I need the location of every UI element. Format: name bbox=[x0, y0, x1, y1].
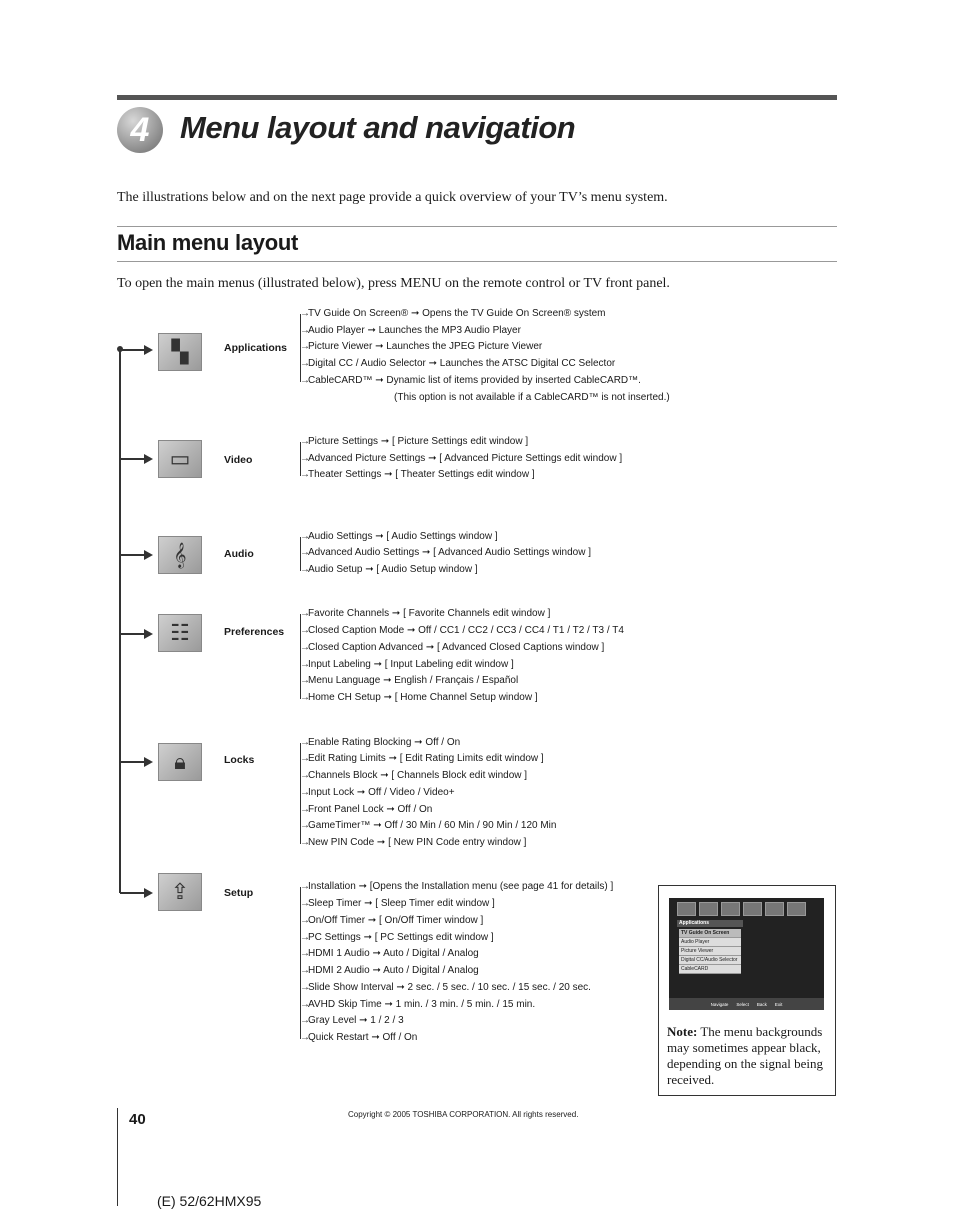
lock-tab-icon bbox=[765, 902, 784, 916]
setup-tab-icon bbox=[787, 902, 806, 916]
preferences-tab-icon bbox=[743, 902, 762, 916]
list-item: →Channels Block ➞ [ Channels Block edit window ] bbox=[300, 770, 528, 781]
list-item: →Audio Settings ➞ [ Audio Settings window ] bbox=[300, 531, 498, 542]
list-item: →On/Off Timer ➞ [ On/Off Timer window ] bbox=[300, 915, 484, 926]
menu-screenshot bbox=[669, 898, 824, 1010]
footer-rule bbox=[117, 1108, 118, 1206]
footer-navigate: Navigate bbox=[710, 1001, 729, 1007]
list-item: →Advanced Picture Settings ➞ [ Advanced Picture Settings edit window ] bbox=[300, 453, 623, 464]
list-item: →Quick Restart ➞ Off / On bbox=[300, 1032, 418, 1043]
screen-item: TV Guide On Screen bbox=[679, 929, 741, 938]
list-item: →GameTimer™ ➞ Off / 30 Min / 60 Min / 90 Min / 120 Min bbox=[300, 820, 557, 831]
branch-line bbox=[120, 761, 146, 763]
open-instruction: To open the main menus (illustrated below), press MENU on the remote control or TV front panel. bbox=[117, 276, 670, 291]
list-item: →Menu Language ➞ English / Français / Español bbox=[300, 675, 519, 686]
chapter-title: Menu layout and navigation bbox=[180, 110, 576, 145]
note-label: Note: bbox=[667, 1024, 698, 1039]
list-item: →New PIN Code ➞ [ New PIN Code entry window ] bbox=[300, 837, 527, 848]
list-item: →Audio Setup ➞ [ Audio Setup window ] bbox=[300, 564, 478, 575]
list-item: →Advanced Audio Settings ➞ [ Advanced Audio Settings window ] bbox=[300, 547, 592, 558]
screen-item: Picture Viewer bbox=[679, 947, 741, 956]
menu-label: Applications bbox=[224, 342, 288, 354]
list-item: →CableCARD™ ➞ Dynamic list of items provided by inserted CableCARD™. bbox=[300, 375, 641, 386]
menu-label: Audio bbox=[224, 548, 254, 560]
arrow-right-icon bbox=[144, 888, 153, 898]
chapter-number: 4 bbox=[117, 107, 163, 153]
screen-item: Digital CC/Audio Selector bbox=[679, 956, 741, 965]
footer-exit: Exit bbox=[774, 1001, 783, 1007]
page-number: 40 bbox=[129, 1111, 146, 1128]
branch-line bbox=[120, 554, 146, 556]
list-item: →Picture Viewer ➞ Launches the JPEG Picture Viewer bbox=[300, 341, 543, 352]
applications-tab-icon bbox=[677, 902, 696, 916]
list-item: →Enable Rating Blocking ➞ Off / On bbox=[300, 737, 461, 748]
note-text: Note: The menu backgrounds may sometimes appear black, depending on the signal being received. bbox=[667, 1024, 823, 1087]
arrow-right-icon bbox=[144, 629, 153, 639]
list-item: →TV Guide On Screen® ➞ Opens the TV Guide On Screen® system bbox=[300, 308, 606, 319]
list-item: →PC Settings ➞ [ PC Settings edit window ] bbox=[300, 932, 494, 943]
video-icon[interactable]: ▭ bbox=[158, 440, 202, 478]
section-rule-bottom bbox=[117, 261, 837, 262]
tree-trunk bbox=[119, 349, 121, 893]
screen-footer bbox=[669, 998, 824, 1010]
list-item: →Home CH Setup ➞ [ Home Channel Setup window ] bbox=[300, 692, 538, 703]
audio-icon[interactable]: 𝄞 bbox=[158, 536, 202, 574]
branch-line bbox=[120, 349, 146, 351]
preferences-icon[interactable]: ☷ bbox=[158, 614, 202, 652]
header-bar bbox=[117, 95, 837, 100]
branch-line bbox=[120, 892, 146, 894]
menu-label: Video bbox=[224, 454, 253, 466]
arrow-right-icon bbox=[144, 757, 153, 767]
list-item: →Audio Player ➞ Launches the MP3 Audio Player bbox=[300, 325, 521, 336]
copyright: Copyright © 2005 TOSHIBA CORPORATION. All rights reserved. bbox=[348, 1110, 579, 1119]
list-item: →Closed Caption Advanced ➞ [ Advanced Closed Captions window ] bbox=[300, 642, 605, 653]
screen-item: CableCARD bbox=[679, 965, 741, 974]
arrow-right-icon bbox=[144, 550, 153, 560]
list-item: →Installation ➞ [Opens the Installation menu (see page 41 for details) ] bbox=[300, 881, 614, 892]
list-item: →HDMI 2 Audio ➞ Auto / Digital / Analog bbox=[300, 965, 479, 976]
list-item: →Digital CC / Audio Selector ➞ Launches the ATSC Digital CC Selector bbox=[300, 358, 616, 369]
lock-icon[interactable]: 🔒︎ bbox=[158, 743, 202, 781]
branch-line bbox=[120, 458, 146, 460]
list-item: →Theater Settings ➞ [ Theater Settings edit window ] bbox=[300, 469, 535, 480]
menu-label: Setup bbox=[224, 887, 254, 899]
list-item: →Closed Caption Mode ➞ Off / CC1 / CC2 / CC3 / CC4 / T1 / T2 / T3 / T4 bbox=[300, 625, 624, 636]
arrow-right-icon bbox=[144, 345, 153, 355]
screen-list bbox=[679, 929, 741, 974]
arrow-right-icon bbox=[144, 454, 153, 464]
list-item: →Input Lock ➞ Off / Video / Video+ bbox=[300, 787, 455, 798]
list-item: →Picture Settings ➞ [ Picture Settings edit window ] bbox=[300, 436, 529, 447]
menu-label: Preferences bbox=[224, 626, 285, 638]
branch-line bbox=[120, 633, 146, 635]
footer-select: Select bbox=[736, 1001, 749, 1007]
menu-label: Locks bbox=[224, 754, 255, 766]
setup-icon[interactable]: ⇪ bbox=[158, 873, 202, 911]
screen-header: Applications bbox=[677, 920, 743, 927]
audio-tab-icon bbox=[721, 902, 740, 916]
screen-item: Audio Player bbox=[679, 938, 741, 947]
section-title: Main menu layout bbox=[117, 230, 298, 255]
footer-back: Back bbox=[756, 1001, 767, 1007]
list-item: →HDMI 1 Audio ➞ Auto / Digital / Analog bbox=[300, 948, 479, 959]
list-item: →Edit Rating Limits ➞ [ Edit Rating Limits edit window ] bbox=[300, 753, 544, 764]
applications-icon[interactable]: ▚ bbox=[158, 333, 202, 371]
list-item: →Gray Level ➞ 1 / 2 / 3 bbox=[300, 1015, 404, 1026]
list-item: →Front Panel Lock ➞ Off / On bbox=[300, 804, 433, 815]
section-rule-top bbox=[117, 226, 837, 227]
model-number: (E) 52/62HMX95 bbox=[157, 1193, 262, 1209]
list-item: →Input Labeling ➞ [ Input Labeling edit window ] bbox=[300, 659, 514, 670]
list-item: →Slide Show Interval ➞ 2 sec. / 5 sec. / 10 sec. / 15 sec. / 20 sec. bbox=[300, 982, 591, 993]
cablecard-note: (This option is not available if a CableCARD™ is not inserted.) bbox=[394, 392, 670, 403]
list-item: →Favorite Channels ➞ [ Favorite Channels edit window ] bbox=[300, 608, 551, 619]
list-item: →AVHD Skip Time ➞ 1 min. / 3 min. / 5 min. / 15 min. bbox=[300, 999, 536, 1010]
list-item: →Sleep Timer ➞ [ Sleep Timer edit window ] bbox=[300, 898, 495, 909]
screen-tab-bar bbox=[677, 902, 809, 921]
intro-text: The illustrations below and on the next page provide a quick overview of your TV’s menu system. bbox=[117, 190, 668, 205]
note-box bbox=[658, 885, 836, 1096]
video-tab-icon bbox=[699, 902, 718, 916]
